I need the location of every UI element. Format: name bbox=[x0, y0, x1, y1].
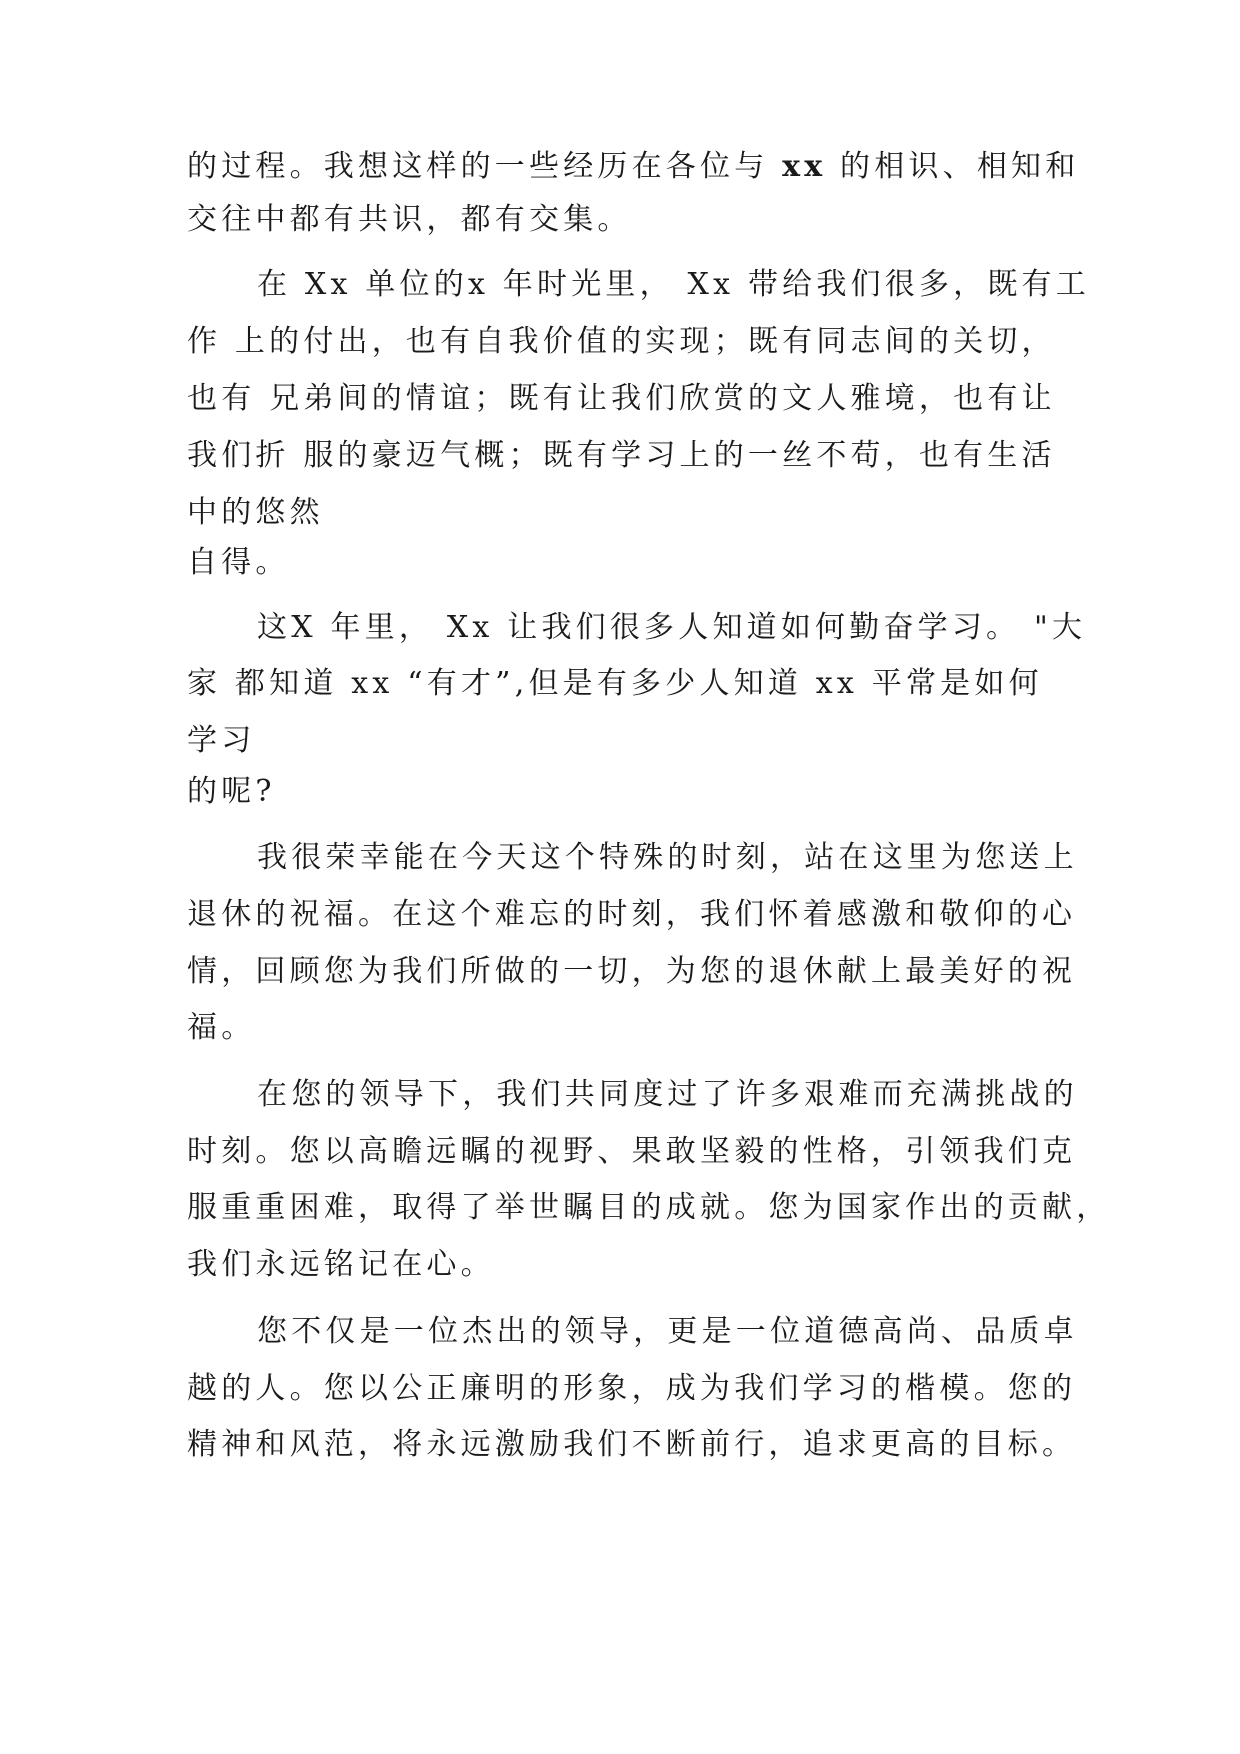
bold-placeholder: xx bbox=[782, 149, 827, 184]
paragraph-3-line-1 bbox=[257, 608, 1086, 648]
text-run: 自得。 bbox=[187, 545, 290, 580]
text-run: 越的人。您以公正廉明的形象，成为我们学习的楷模。您的 bbox=[187, 1371, 1077, 1406]
paragraph-4-line-1 bbox=[257, 838, 1078, 878]
text-run: 学习 bbox=[187, 723, 256, 758]
paragraph-2-line-4 bbox=[187, 436, 1056, 476]
text-run: 服重重困难，取得了举世瞩目的成就。您为国家作出的贡献， bbox=[187, 1190, 1111, 1225]
paragraph-6-line-3 bbox=[187, 1425, 1076, 1465]
text-run: 这X 年里， Xx 让我们很多人知道如何勤奋学习。 "大 bbox=[257, 610, 1087, 645]
paragraph-4-line-4 bbox=[187, 1008, 255, 1048]
text-run: 的呢? bbox=[187, 774, 276, 809]
text-run: 情，回顾您为我们所做的一切，为您的退休献上最美好的祝 bbox=[187, 954, 1077, 989]
paragraph-4-line-2 bbox=[187, 895, 1076, 935]
text-run: 精神和风范，将永远激励我们不断前行，追求更高的目标。 bbox=[187, 1427, 1077, 1462]
paragraph-2-line-2 bbox=[187, 322, 1056, 362]
text-run: 作 上的付出，也有自我价值的实现；既有同志间的关切， bbox=[187, 324, 1056, 359]
text-run: 退休的祝福。在这个难忘的时刻，我们怀着感激和敬仰的心 bbox=[187, 897, 1077, 932]
text-run: 中的悠然 bbox=[187, 495, 324, 530]
text-run: 福。 bbox=[187, 1010, 256, 1045]
text-run: 在您的领导下，我们共同度过了许多艰难而充满挑战的 bbox=[257, 1077, 1078, 1112]
paragraph-1-line-2 bbox=[187, 200, 632, 240]
text-run: 在 Xx 单位的x 年时光里， Xx 带给我们很多，既有工 bbox=[257, 267, 1090, 302]
paragraph-4-line-3 bbox=[187, 952, 1076, 992]
paragraph-6-line-1 bbox=[257, 1312, 1078, 1352]
paragraph-1-line-1 bbox=[187, 147, 1079, 187]
paragraph-3-line-3 bbox=[187, 721, 255, 761]
paragraph-6-line-2 bbox=[187, 1369, 1076, 1409]
paragraph-5-line-4 bbox=[187, 1245, 495, 1285]
text-run: 也有 兄弟间的情谊；既有让我们欣赏的文人雅境，也有让 bbox=[187, 381, 1056, 416]
paragraph-5-line-3 bbox=[187, 1188, 1110, 1228]
text-run: 的过程。我想这样的一些经历在各位与 bbox=[187, 149, 783, 184]
paragraph-2-line-6 bbox=[187, 543, 290, 583]
paragraph-2-line-1 bbox=[257, 265, 1090, 305]
paragraph-5-line-1 bbox=[257, 1075, 1078, 1115]
text-run: 我们折 服的豪迈气概；既有学习上的一丝不苟，也有生活 bbox=[187, 438, 1056, 473]
paragraph-5-line-2 bbox=[187, 1132, 1076, 1172]
text-run: 家 都知道 xx “有才”,但是有多少人知道 xx 平常是如何 bbox=[187, 666, 1043, 701]
paragraph-3-line-4 bbox=[187, 772, 276, 812]
text-run: 时刻。您以高瞻远瞩的视野、果敢坚毅的性格，引领我们克 bbox=[187, 1134, 1077, 1169]
paragraph-2-line-3 bbox=[187, 379, 1056, 419]
text-run: 交往中都有共识，都有交集。 bbox=[187, 202, 632, 237]
text-run: 的相识、相知和 bbox=[826, 149, 1080, 184]
text-run: 您不仅是一位杰出的领导，更是一位道德高尚、品质卓 bbox=[257, 1314, 1078, 1349]
paragraph-3-line-2 bbox=[187, 664, 1043, 704]
text-run: 我们永远铭记在心。 bbox=[187, 1247, 495, 1282]
text-run: 我很荣幸能在今天这个特殊的时刻，站在这里为您送上 bbox=[257, 840, 1078, 875]
paragraph-2-line-5 bbox=[187, 493, 324, 533]
